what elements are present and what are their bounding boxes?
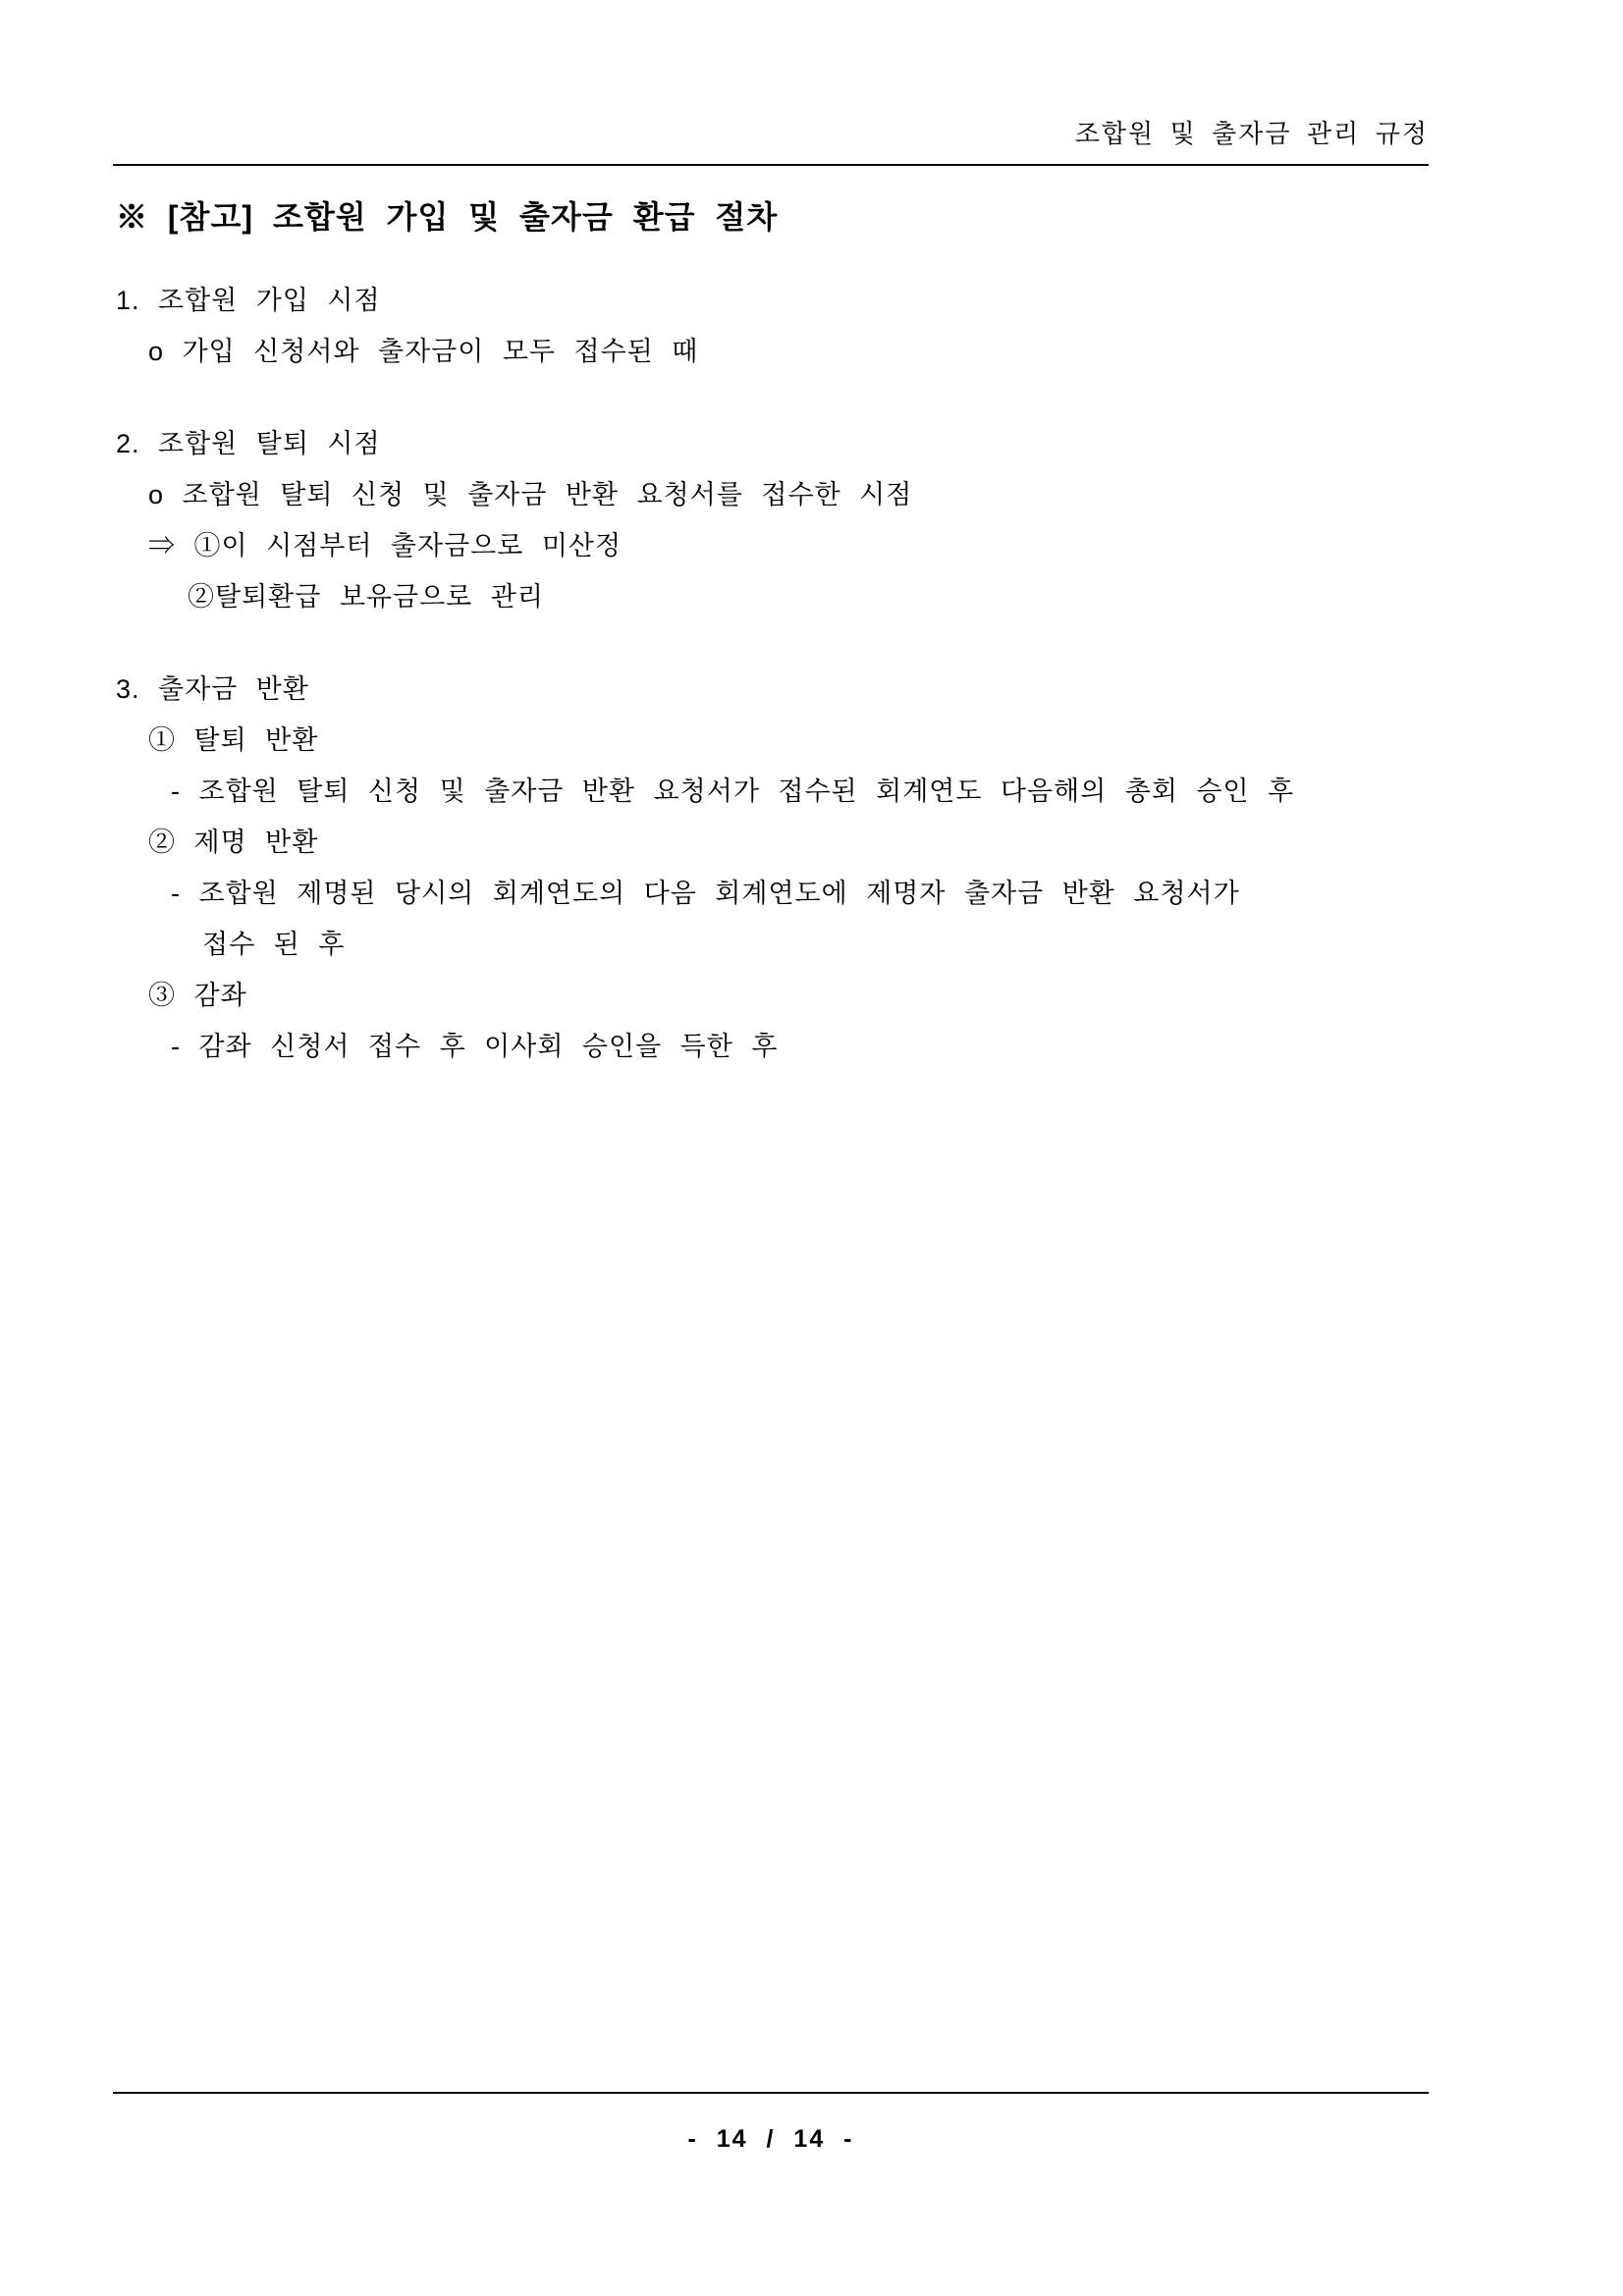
document-body — [116, 196, 1481, 1113]
bullet-line: o 조합원 탈퇴 신청 및 출자금 반환 요청서를 접수한 시점 — [148, 480, 913, 509]
numbered-subheading: ① 탈퇴 반환 — [148, 725, 319, 755]
page-header — [113, 0, 1429, 166]
dash-detail-line: - 조합원 제명된 당시의 회계연도의 다음 회계연도에 제명자 출자금 반환 요청서가 — [171, 879, 1240, 908]
arrow-note-line: ②탈퇴환급 보유금으로 관리 — [188, 582, 544, 612]
bullet-line: o 가입 신청서와 출자금이 모두 접수된 때 — [148, 337, 699, 366]
header-divider — [113, 164, 1429, 166]
section-heading: 1. 조합원 가입 시점 — [116, 286, 381, 315]
section-member-withdrawal-timing — [116, 418, 1481, 622]
section-member-join-timing — [116, 275, 1481, 377]
running-header-title: 조합원 및 출자금 관리 규정 — [1074, 120, 1429, 148]
page-footer — [113, 2092, 1429, 2154]
numbered-subheading: ② 제명 반환 — [148, 828, 319, 857]
dash-detail-line: - 감좌 신청서 접수 후 이사회 승인을 득한 후 — [171, 1032, 779, 1061]
page-number: - 14 / 14 - — [687, 2125, 854, 2153]
section-heading: 3. 출자금 반환 — [116, 674, 309, 704]
footer-divider — [113, 2092, 1429, 2094]
numbered-subheading: ③ 감좌 — [148, 981, 247, 1010]
arrow-note-line: ⇒ ①이 시점부터 출자금으로 미산정 — [148, 531, 622, 561]
continuation-line: 접수 된 후 — [202, 930, 346, 959]
document-title: ※ [참고] 조합원 가입 및 출자금 환급 절차 — [116, 199, 779, 235]
dash-detail-line: - 조합원 탈퇴 신청 및 출자금 반환 요청서가 접수된 회계연도 다음해의 총회 승인 후 — [171, 776, 1295, 806]
section-capital-refund — [116, 664, 1481, 1072]
section-heading: 2. 조합원 탈퇴 시점 — [116, 429, 381, 458]
